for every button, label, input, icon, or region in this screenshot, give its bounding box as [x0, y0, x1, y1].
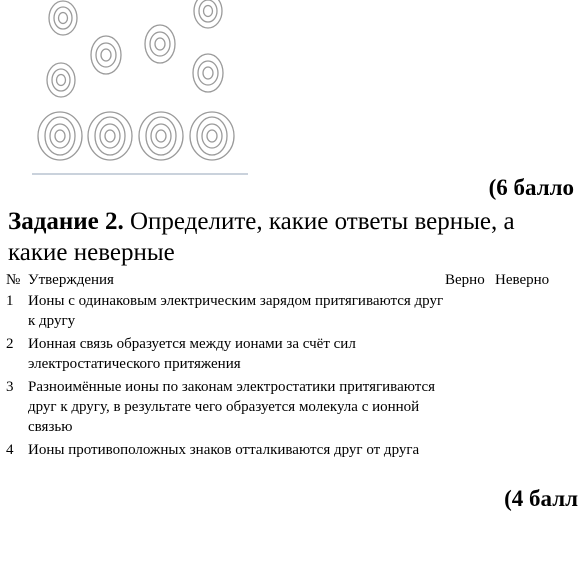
row-num: 1 — [6, 293, 14, 309]
row-false-cell[interactable] — [495, 334, 562, 377]
table-row — [6, 377, 562, 440]
row-num: 4 — [6, 442, 14, 458]
ion-icon — [194, 0, 222, 28]
row-false-cell[interactable] — [495, 440, 562, 463]
ion-icon — [193, 54, 223, 92]
table-row — [6, 440, 562, 463]
row-statement: Ионы с одинаковым электрическим зарядом притягиваются друг к другу — [28, 293, 444, 329]
row-statement: Ионы противоположных знаков отталкиваются друг от друга — [28, 442, 420, 458]
ion-icon — [88, 112, 132, 160]
table-row — [6, 334, 562, 377]
ion-icon — [139, 112, 183, 160]
ion-icon — [49, 1, 77, 35]
header-true: Верно — [445, 272, 485, 288]
table-header-row — [6, 270, 562, 291]
ion-icon — [47, 63, 75, 97]
row-true-cell[interactable] — [445, 334, 495, 377]
ion-icon — [190, 112, 234, 160]
ion-lattice-figure — [20, 0, 260, 178]
task2-heading — [8, 206, 564, 268]
ion-icon — [91, 36, 121, 74]
row-true-cell[interactable] — [445, 377, 495, 440]
task2-instruction: Определите, какие ответы верные, а какие неверные — [8, 208, 515, 266]
task1-points: (6 балло — [488, 175, 574, 200]
row-statement: Ионная связь образуется между ионами за счёт сил электростатического притяжения — [28, 336, 356, 372]
row-true-cell[interactable] — [445, 440, 495, 463]
ion-icon — [145, 25, 175, 63]
row-true-cell[interactable] — [445, 291, 495, 334]
header-num: № — [6, 272, 21, 288]
row-num: 2 — [6, 336, 14, 352]
statements-table — [6, 270, 562, 463]
header-statements: Утверждения — [28, 272, 114, 288]
row-false-cell[interactable] — [495, 291, 562, 334]
row-statement: Разноимённые ионы по законам электростатики притягиваются друг к другу, в результате чего образуется молекула с ионной связью — [28, 379, 436, 435]
ion-icon — [38, 112, 82, 160]
task2-label: Задание 2. — [8, 208, 124, 235]
task2-points: (4 балл — [504, 486, 578, 511]
table-row — [6, 291, 562, 334]
row-false-cell[interactable] — [495, 377, 562, 440]
row-num: 3 — [6, 379, 14, 395]
header-false: Неверно — [495, 272, 550, 288]
